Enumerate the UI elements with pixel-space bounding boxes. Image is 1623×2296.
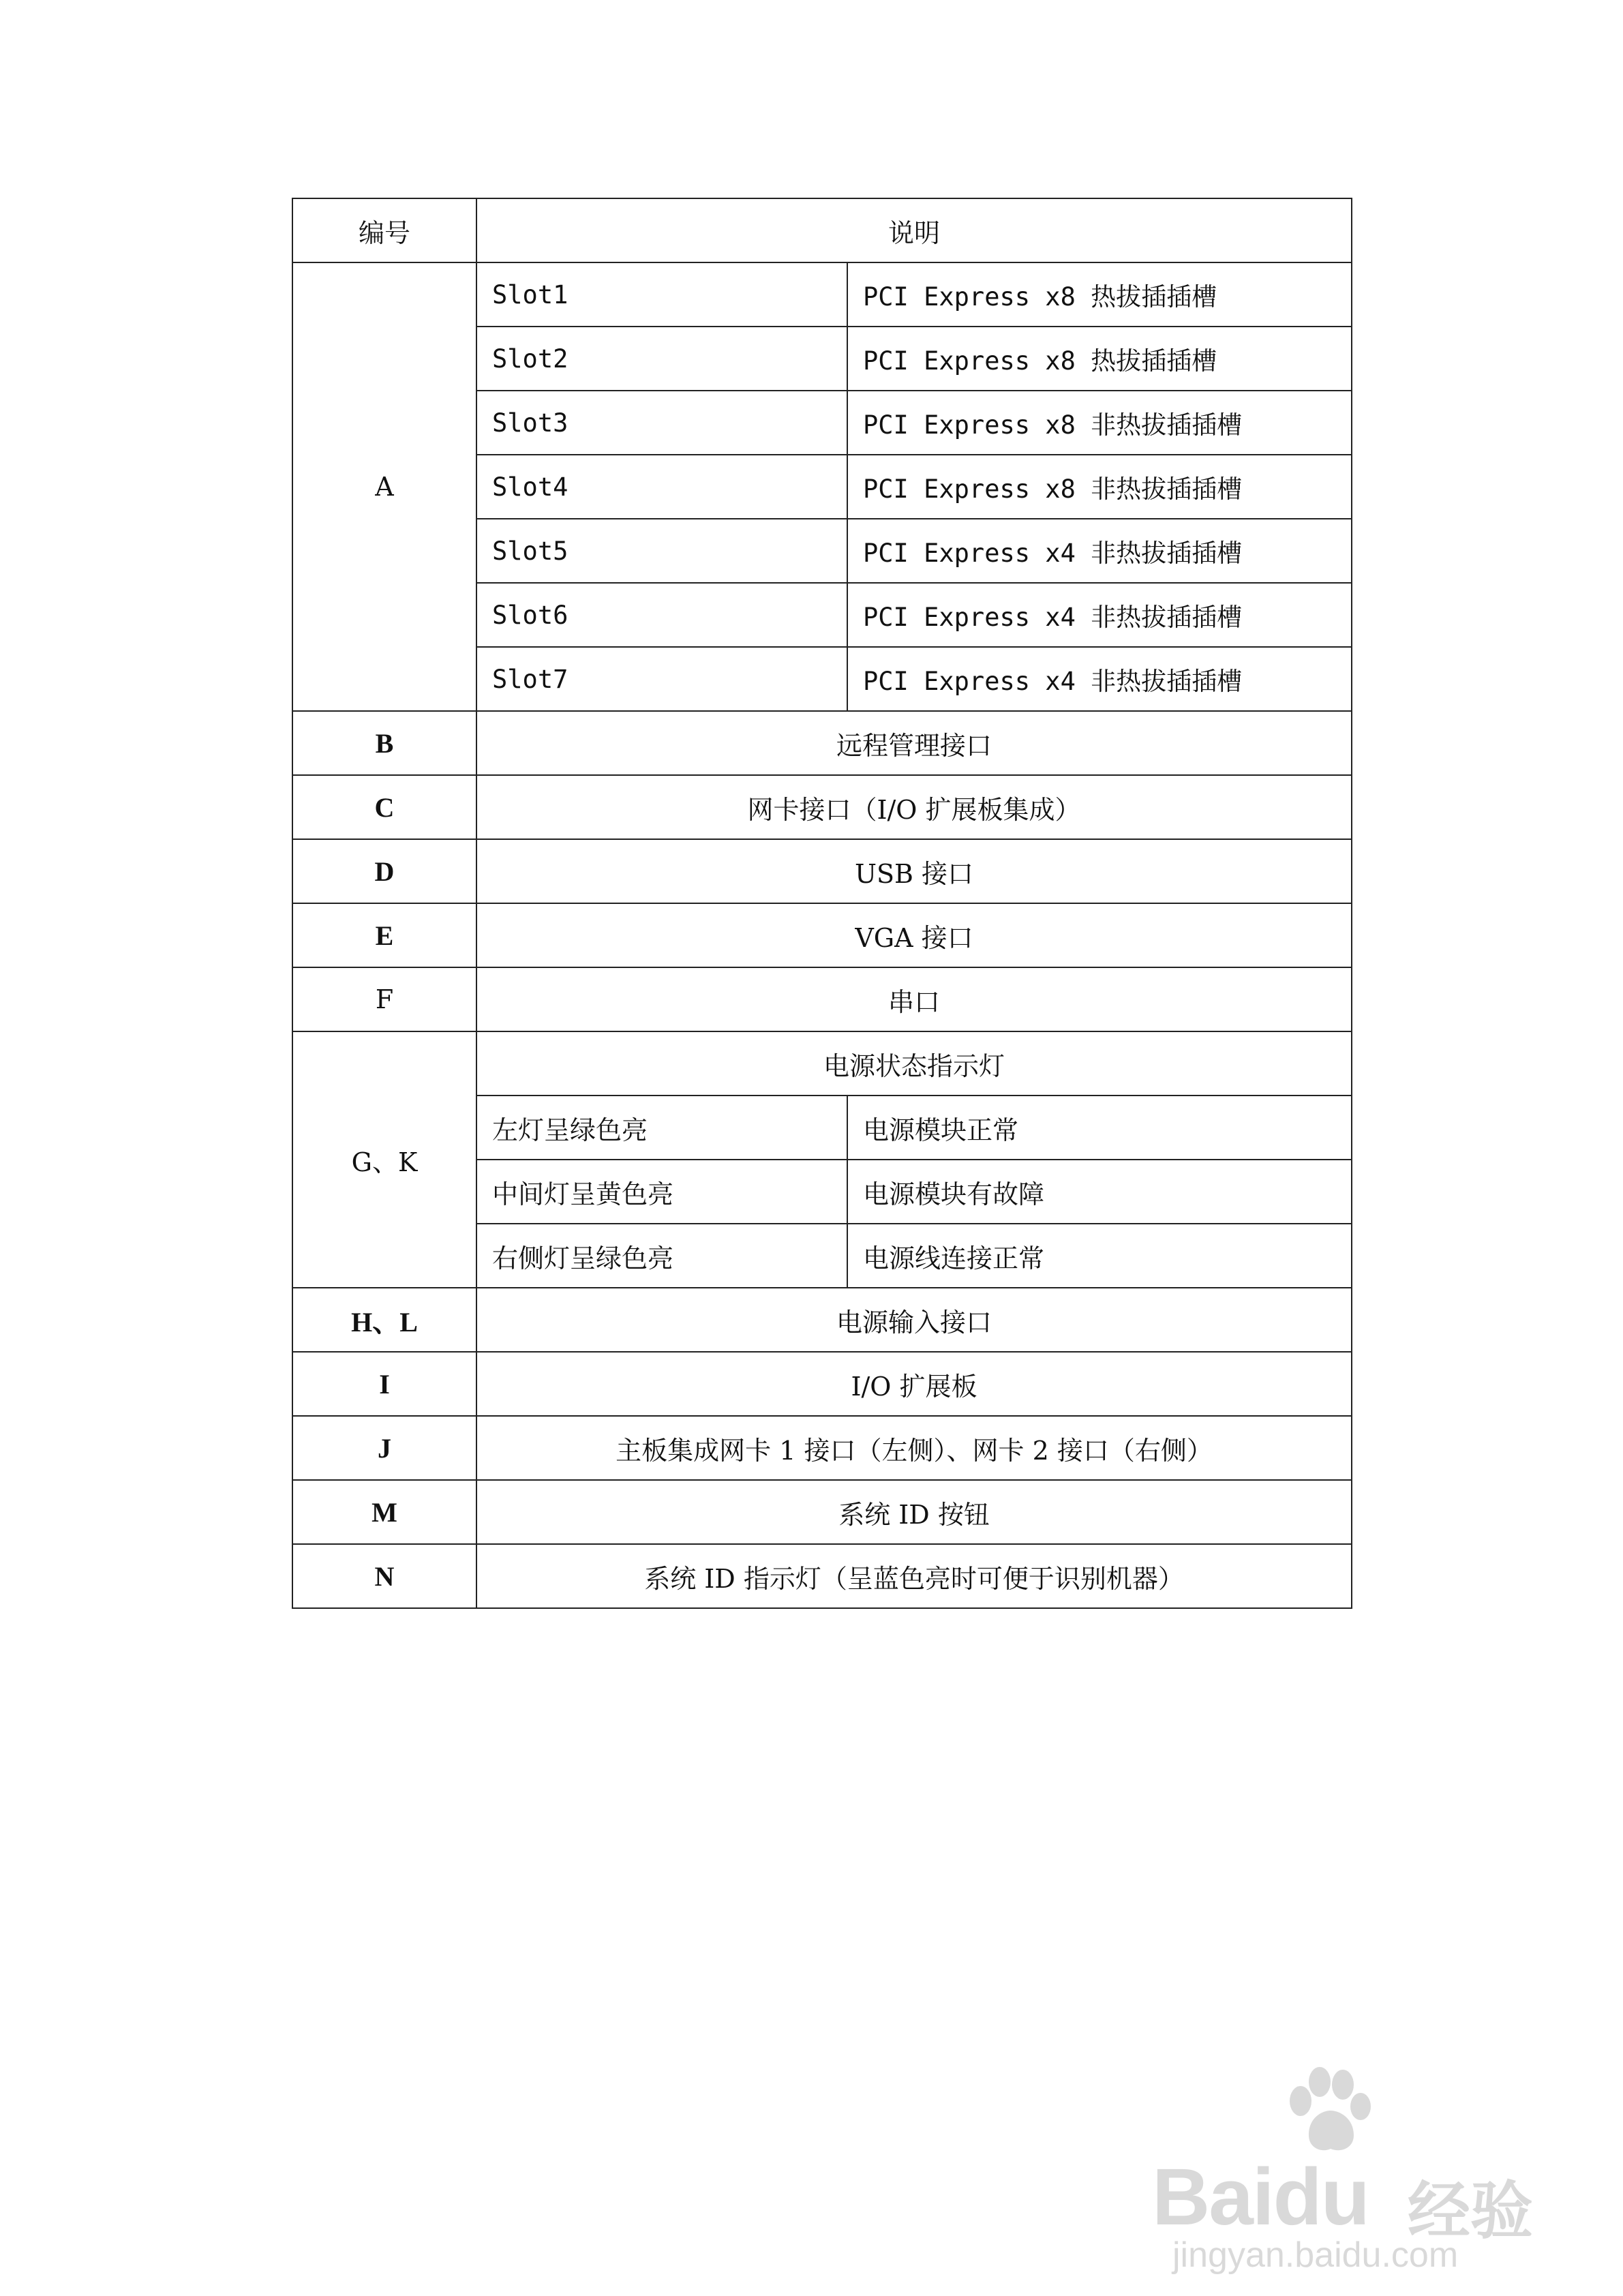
watermark-brand: Baidu [1152, 2152, 1369, 2242]
light-state: 右侧灯呈绿色亮 [476, 1224, 847, 1288]
row-desc: USB 接口 [476, 839, 1352, 903]
slot-desc: PCI Express x8 热拔插插槽 [847, 262, 1352, 327]
header-desc: 说明 [476, 198, 1352, 262]
watermark-url: jingyan.baidu.com [1172, 2235, 1459, 2275]
row-desc: 主板集成网卡 1 接口（左侧）、网卡 2 接口（右侧） [476, 1416, 1352, 1480]
row-desc: 串口 [476, 967, 1352, 1031]
row-id: E [292, 903, 476, 967]
slot-desc: PCI Express x4 非热拔插插槽 [847, 647, 1352, 711]
row-id: D [292, 839, 476, 903]
row-id: N [292, 1544, 476, 1608]
light-meaning: 电源线连接正常 [847, 1224, 1352, 1288]
table-row [292, 711, 1352, 775]
row-id: H、L [292, 1288, 476, 1352]
table-row [292, 967, 1352, 1031]
row-desc: 网卡接口（I/O 扩展板集成） [476, 775, 1352, 839]
table-row [292, 1480, 1352, 1544]
row-desc: 系统 ID 指示灯（呈蓝色亮时可便于识别机器） [476, 1544, 1352, 1608]
row-id: J [292, 1416, 476, 1480]
table-row [292, 1416, 1352, 1480]
slot-desc: PCI Express x4 非热拔插插槽 [847, 519, 1352, 583]
slot-name: Slot1 [476, 262, 847, 327]
table-header-row [292, 198, 1352, 262]
paw-icon [1275, 2059, 1377, 2161]
row-desc: 系统 ID 按钮 [476, 1480, 1352, 1544]
slot-name: Slot4 [476, 455, 847, 519]
row-desc: VGA 接口 [476, 903, 1352, 967]
watermark-suffix: 经验 [1408, 2177, 1534, 2246]
light-meaning: 电源模块正常 [847, 1096, 1352, 1160]
slot-desc: PCI Express x8 热拔插插槽 [847, 327, 1352, 391]
baidu-jingyan-watermark [1152, 2059, 1561, 2275]
table-row [292, 775, 1352, 839]
table-row [292, 1544, 1352, 1608]
table-row [292, 1031, 1352, 1096]
group-gk-id: G、K [292, 1031, 476, 1288]
power-status-title: 电源状态指示灯 [476, 1031, 1352, 1096]
row-desc: 电源输入接口 [476, 1288, 1352, 1352]
light-state: 中间灯呈黄色亮 [476, 1160, 847, 1224]
row-desc: 远程管理接口 [476, 711, 1352, 775]
slot-name: Slot2 [476, 327, 847, 391]
slot-name: Slot7 [476, 647, 847, 711]
component-table [292, 198, 1352, 1609]
light-meaning: 电源模块有故障 [847, 1160, 1352, 1224]
light-state: 左灯呈绿色亮 [476, 1096, 847, 1160]
row-id: M [292, 1480, 476, 1544]
header-id: 编号 [292, 198, 476, 262]
row-id: F [292, 967, 476, 1031]
slot-name: Slot5 [476, 519, 847, 583]
row-id: I [292, 1352, 476, 1416]
slot-name: Slot6 [476, 583, 847, 647]
slot-desc: PCI Express x8 非热拔插插槽 [847, 391, 1352, 455]
slot-desc: PCI Express x8 非热拔插插槽 [847, 455, 1352, 519]
table-row [292, 839, 1352, 903]
slot-name: Slot3 [476, 391, 847, 455]
table-row [292, 262, 1352, 327]
table-row [292, 1352, 1352, 1416]
row-id: B [292, 711, 476, 775]
slot-desc: PCI Express x4 非热拔插插槽 [847, 583, 1352, 647]
table-row [292, 903, 1352, 967]
row-id: C [292, 775, 476, 839]
table-row [292, 1288, 1352, 1352]
row-desc: I/O 扩展板 [476, 1352, 1352, 1416]
group-a-id: A [292, 262, 476, 711]
